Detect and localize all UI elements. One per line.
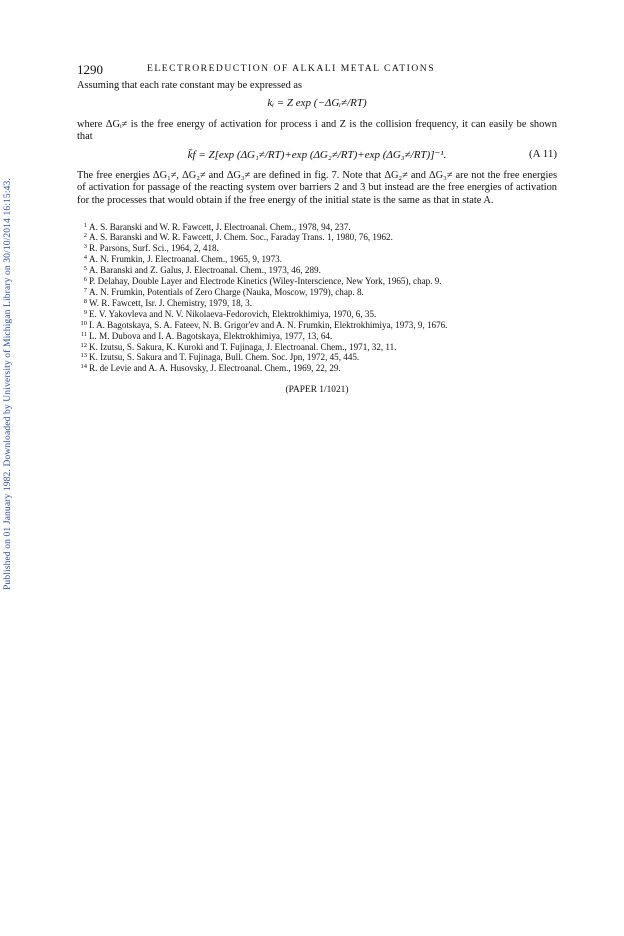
reference-number: 11 xyxy=(80,330,87,338)
reference-number: 3 xyxy=(83,243,87,251)
reference-number: 6 xyxy=(83,276,87,284)
equation-number: (A 11) xyxy=(528,147,557,160)
reference-item xyxy=(77,320,557,331)
paper-id: (PAPER 1/1021) xyxy=(285,385,349,396)
reference-number: 7 xyxy=(83,287,87,294)
reference-number: 2 xyxy=(83,232,87,240)
equation-a11 xyxy=(77,148,557,166)
reference-text: R. de Levie and A. A. Husovsky, J. Electroanal. Chem., 1969, 22, 29. xyxy=(89,363,341,374)
page-number: 1290 xyxy=(77,62,103,77)
reference-item xyxy=(77,243,557,254)
reference-text: L. M. Dubova and I. A. Bagotskaya, Elektrokhimiya, 1977, 13, 64. xyxy=(89,330,333,341)
reference-item xyxy=(77,232,557,243)
reference-number: 8 xyxy=(83,297,87,305)
reference-item xyxy=(77,331,557,342)
reference-text: A. N. Frumkin, Potentials of Zero Charge (Nauka, Moscow, 1979), chap. 8. xyxy=(89,287,364,297)
reference-item xyxy=(77,222,557,233)
intro-paragraph: Assuming that each rate constant may be expressed as xyxy=(77,80,303,91)
closing-paragraph: The free energies ΔG₁≠, ΔG₂≠ and ΔG₃≠ are defined in fig. 7. Note that ΔG₂≠ and ΔG₃≠ are not the free energies of activation for passage of the reacting system over barriers 2 and 3 but instead are the free energies of activation for the processes that would obtain if the free energy of the initial state is the same as that in state A. xyxy=(77,169,557,206)
middle-paragraph: where ΔGᵢ≠ is the free energy of activation for process i and Z is the collision frequency, it can easily be shown that xyxy=(77,118,557,143)
reference-number: 1 xyxy=(83,221,87,229)
reference-text: A. S. Baranski and W. R. Fawcett, J. Electroanal. Chem., 1978, 94, 237. xyxy=(89,221,351,232)
reference-list xyxy=(77,222,557,375)
reference-text: A. S. Baranski and W. R. Fawcett, J. Chem. Soc., Faraday Trans. 1, 1980, 76, 1962. xyxy=(89,232,393,243)
reference-number: 14 xyxy=(80,363,87,371)
reference-item xyxy=(77,342,557,353)
reference-text: K. Izutsu, S. Sakura, K. Kuroki and T. Fujinaga, J. Electroanal. Chem., 1971, 32, 11. xyxy=(89,341,397,352)
reference-number: 12 xyxy=(80,341,87,349)
reference-number: 5 xyxy=(83,265,87,273)
download-stamp: Published on 01 January 1982. Downloaded by University of Michigan Library on 30/10/2014 16:15:43. xyxy=(2,178,13,590)
equation-rate-constant-text: kᵢ = Z exp (−ΔGᵢ≠/RT) xyxy=(267,96,367,109)
reference-text: R. Parsons, Surf. Sci., 1964, 2, 418. xyxy=(89,243,219,254)
reference-number: 4 xyxy=(83,254,87,262)
reference-item xyxy=(77,254,557,265)
reference-text: I. A. Bagotskaya, S. A. Fateev, N. B. Grigor'ev and A. N. Frumkin, Elektrokhimiya, 1973, 9, 1676. xyxy=(89,319,448,330)
reference-number: 9 xyxy=(83,308,87,316)
reference-text: P. Delahay, Double Layer and Electrode Kinetics (Wiley-Interscience, New York, 1965), chap. 9. xyxy=(89,276,442,287)
reference-item xyxy=(77,287,557,298)
reference-item xyxy=(77,276,557,287)
reference-item xyxy=(77,265,557,276)
reference-text: K. Izutsu, S. Sakura and T. Fujinaga, Bull. Chem. Soc. Jpn, 1972, 45, 445. xyxy=(89,352,360,363)
reference-item xyxy=(77,298,557,309)
reference-item xyxy=(77,352,557,363)
reference-text: E. V. Yakovleva and N. V. Nikolaeva-Fedorovich, Elektrokhimiya, 1970, 6, 35. xyxy=(89,308,377,319)
reference-text: A. Baranski and Z. Galus, J. Electroanal. Chem., 1973, 46, 289. xyxy=(89,265,321,276)
reference-text: A. N. Frumkin, J. Electroanal. Chem., 1965, 9, 1973. xyxy=(89,254,282,265)
page xyxy=(77,62,557,395)
reference-item xyxy=(77,363,557,374)
reference-number: 10 xyxy=(80,319,87,327)
running-title: ELECTROREDUCTION OF ALKALI METAL CATIONS xyxy=(147,63,436,74)
reference-item xyxy=(77,309,557,320)
running-head xyxy=(77,62,557,80)
equation-rate-constant xyxy=(77,97,557,115)
equation-a11-text: k̄f = Z[exp (ΔG₁≠/RT)+exp (ΔG₂≠/RT)+exp (ΔG₃≠/RT)]⁻¹. xyxy=(187,148,447,161)
reference-text: W. R. Fawcett, Isr. J. Chemistry, 1979, 18, 3. xyxy=(89,297,253,308)
reference-number: 13 xyxy=(80,352,87,360)
